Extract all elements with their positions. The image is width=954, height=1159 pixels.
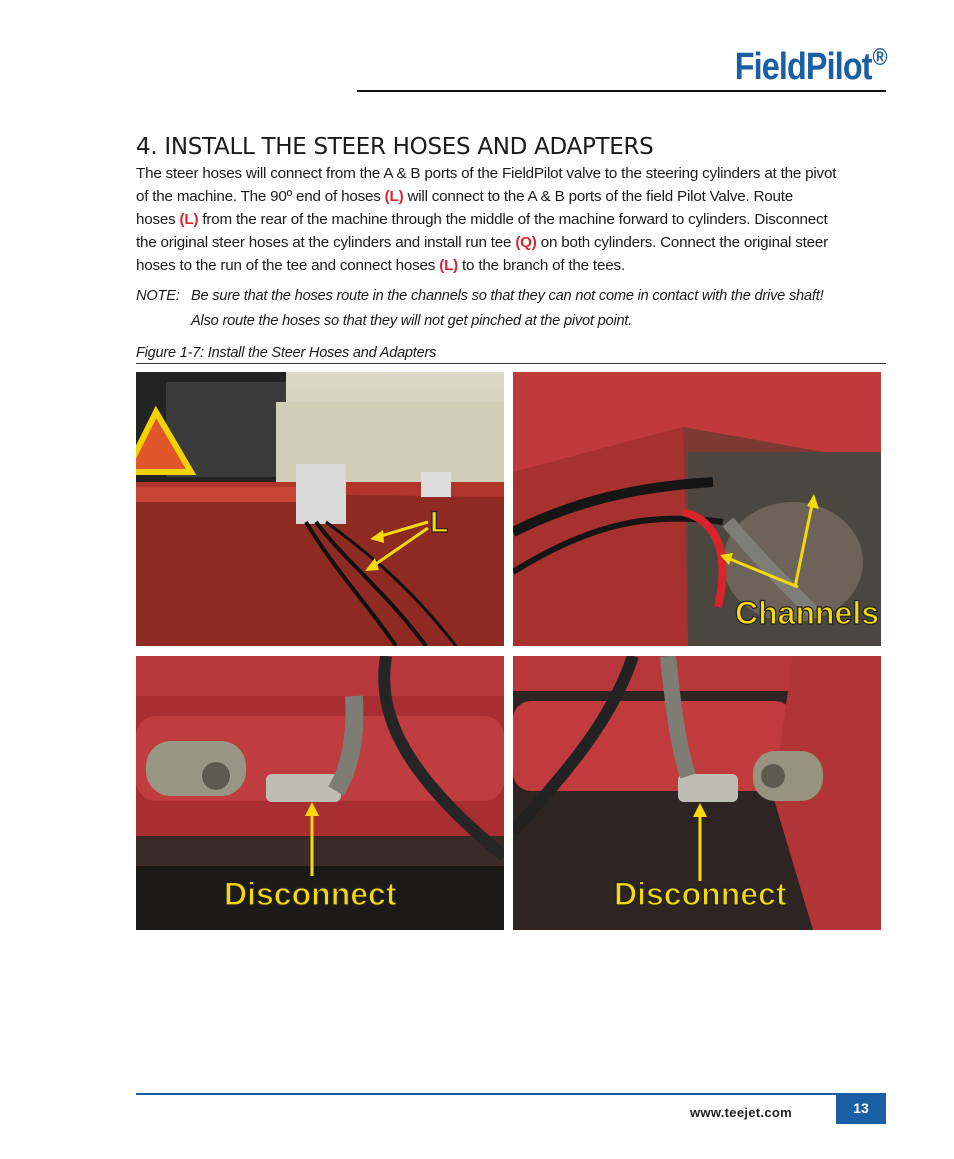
footer-url[interactable]: www.teejet.com bbox=[690, 1105, 792, 1120]
photo-hoses-l bbox=[136, 372, 504, 646]
label-channels: Channels bbox=[735, 595, 880, 631]
photo-disconnect-1 bbox=[136, 656, 504, 930]
label-l: L bbox=[430, 506, 449, 539]
note-label: NOTE: bbox=[136, 288, 180, 304]
ref-Q: (Q) bbox=[515, 234, 537, 251]
footer-rule bbox=[136, 1093, 886, 1095]
label-disconnect-1: Disconnect bbox=[224, 876, 397, 912]
photo-channels bbox=[513, 372, 881, 646]
note bbox=[136, 284, 888, 334]
note-line-1: Be sure that the hoses route in the channels so that they can not come in contact with the drive shaft! bbox=[191, 288, 824, 304]
brand-logo bbox=[735, 44, 887, 89]
photo-disconnect-2 bbox=[513, 656, 881, 930]
label-disconnect-2: Disconnect bbox=[614, 876, 787, 912]
caption-rule bbox=[136, 363, 886, 364]
ref-L: (L) bbox=[384, 188, 404, 205]
header-rule bbox=[357, 90, 886, 92]
section-body: The steer hoses will connect from the A & B ports of the FieldPilot valve to the steering cylinders at the pivot of the machine. The 90º end of hoses (L) will connect to the A & B ports of the field Pilot Valve. Route hoses (L) from the rear of the machine through the middle of the machine forward to cylinders. Disconnect the original steer hoses at the cylinders and install run tee (Q) on both cylinders. Connect the original steer hoses to the run of the tee and connect hoses (L) to the branch of the tees. bbox=[136, 165, 837, 274]
figure-caption: Figure 1-7: Install the Steer Hoses and Adapters bbox=[136, 345, 437, 361]
ref-L: (L) bbox=[439, 257, 459, 274]
brand-name: FieldPilot bbox=[735, 46, 872, 88]
section-title: 4. INSTALL THE STEER HOSES AND ADAPTERS bbox=[136, 134, 654, 160]
page-number: 13 bbox=[836, 1094, 886, 1124]
registered-mark: ® bbox=[872, 44, 887, 71]
note-line-2: Also route the hoses so that they will not get pinched at the pivot point. bbox=[191, 313, 633, 329]
ref-L: (L) bbox=[179, 211, 199, 228]
